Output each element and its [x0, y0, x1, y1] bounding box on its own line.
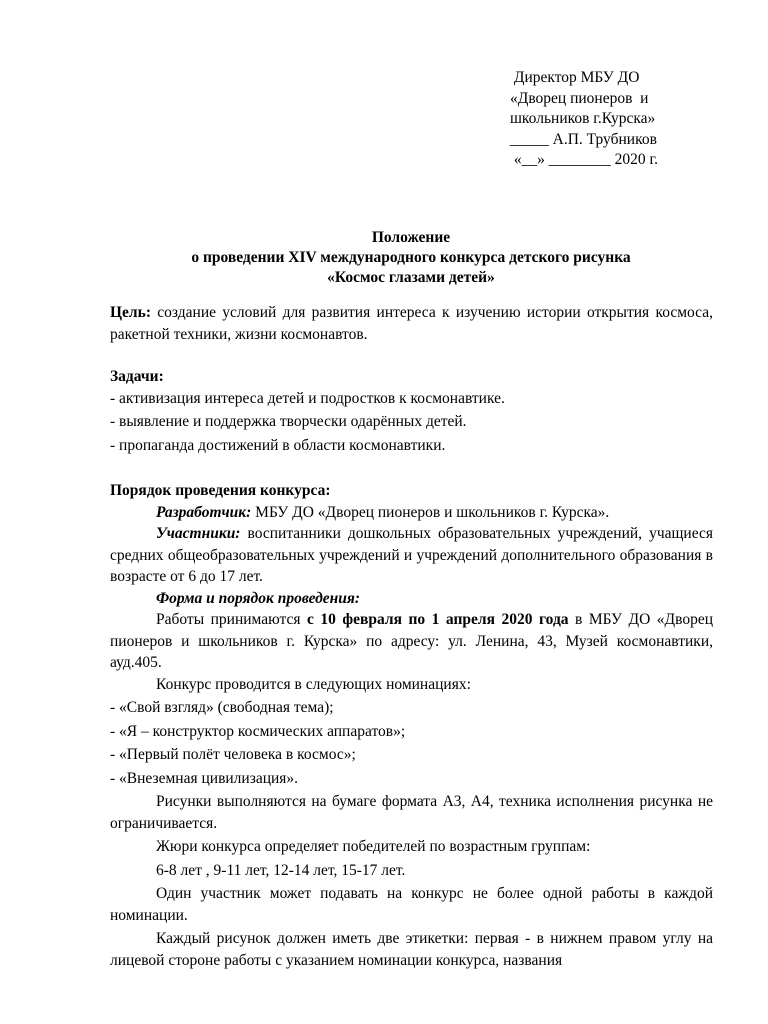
document-title	[0, 228, 768, 288]
works-paragraph	[110, 609, 713, 674]
goal-paragraph	[110, 302, 713, 345]
task-item: - активизация интереса детей и подростков к космонавтике.	[110, 389, 505, 407]
document-body	[110, 302, 713, 973]
works-dates: с 10 февраля по 1 апреля 2020 года	[307, 611, 569, 628]
nominations-intro: Конкурс проводится в следующих номинациях:	[156, 675, 471, 693]
works-pre: Работы принимаются	[156, 611, 307, 628]
title-line-1: Положение	[371, 229, 451, 246]
approval-org-line1: «Дворец пионеров и	[510, 89, 649, 107]
approval-block	[510, 68, 658, 171]
developer-text: МБУ ДО «Дворец пионеров и школьников г. Курска».	[251, 503, 610, 521]
nomination-item: - «Свой взгляд» (свободная тема);	[110, 699, 334, 716]
goal-text: создание условий для развития интереса к изучению истории открытия космоса, ракетной техники, жизни космонавтов.	[110, 304, 713, 343]
nomination-item: - «Я – конструктор космических аппаратов»;	[110, 722, 406, 740]
approval-org-line2: школьников г.Курска»	[510, 110, 656, 127]
participants-label: Участники:	[156, 525, 241, 542]
developer-paragraph	[110, 502, 713, 524]
procedure-heading: Порядок проведения конкурса:	[110, 482, 331, 499]
nomination-item: - «Первый полёт человека в космос»;	[110, 746, 356, 763]
title-line-3: «Космос глазами детей»	[327, 269, 495, 286]
participants-text: воспитанники дошкольных образовательных учреждений, учащиеся средних общеобразовательных учреждений и учреждений дополнительного образования в возрасте от 6 до 17 лет.	[110, 525, 713, 585]
approval-date: «__» ________ 2020 г.	[510, 151, 658, 168]
form-heading: Форма и порядок проведения:	[156, 589, 361, 607]
task-item: - выявление и поддержка творчески одарённых детей.	[110, 413, 467, 430]
approval-position: Директор МБУ ДО	[510, 69, 640, 86]
format-paragraph: Рисунки выполняются на бумаге формата А3, А4, техника исполнения рисунка не ограничивается.	[110, 793, 713, 832]
labels-paragraph: Каждый рисунок должен иметь две этикетки: первая - в нижнем правом углу на лицевой стороне работы с указанием номинации конкурса, названия	[110, 930, 713, 969]
goal-label: Цель:	[110, 304, 151, 321]
works-post: в МБУ ДО «Дворец пионеров и школьников г. Курска» по адресу: ул. Ленина, 43, Музей космонавтики, ауд.405.	[110, 611, 713, 671]
developer-label: Разработчик:	[156, 503, 252, 521]
age-groups: 6-8 лет , 9-11 лет, 12-14 лет, 15-17 лет.	[156, 861, 406, 879]
task-item: - пропаганда достижений в области космонавтики.	[110, 436, 446, 454]
jury-paragraph: Жюри конкурса определяет победителей по возрастным группам:	[156, 838, 591, 855]
title-line-2: о проведении XIV международного конкурса детского рисунка	[191, 249, 631, 266]
approval-signature: _____ А.П. Трубников	[510, 130, 657, 148]
nomination-item: - «Внеземная цивилизация».	[110, 769, 299, 787]
participants-paragraph	[110, 523, 713, 588]
tasks-heading: Задачи:	[110, 368, 164, 385]
limit-paragraph: Один участник может подавать на конкурс не более одной работы в каждой номинации.	[110, 885, 713, 924]
